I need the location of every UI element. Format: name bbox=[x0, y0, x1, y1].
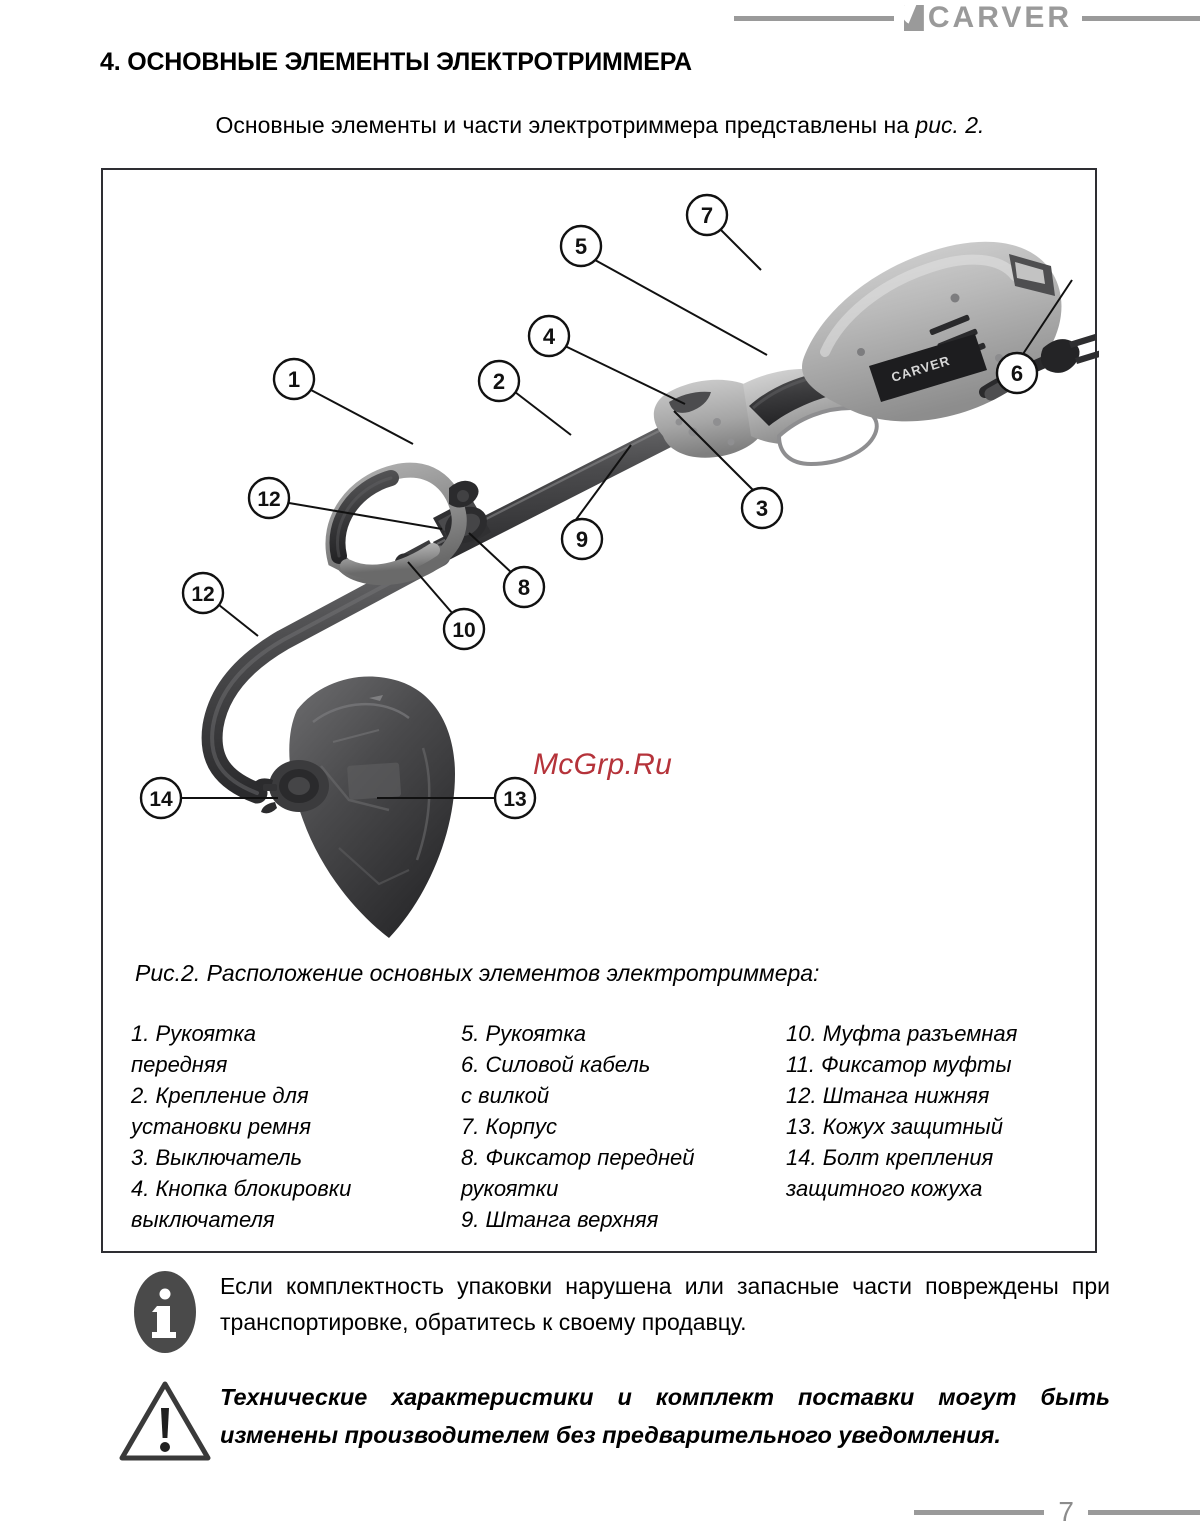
svg-text:6: 6 bbox=[1010, 361, 1024, 386]
callout-12-upper bbox=[249, 478, 289, 518]
callout-12-lower bbox=[183, 573, 223, 613]
callout-2 bbox=[479, 361, 519, 401]
legend-line: с вилкой bbox=[461, 1083, 550, 1108]
carver-wordmark: CARVER bbox=[927, 1, 1072, 34]
figure-box bbox=[101, 168, 1097, 1253]
legend-line: 13. Кожух защитный bbox=[786, 1114, 1003, 1139]
callout-6 bbox=[997, 353, 1037, 393]
callout-13 bbox=[495, 778, 535, 818]
legend-line: установки ремня bbox=[131, 1114, 312, 1139]
intro-text: Основные элементы и части электротриммера представлены на bbox=[215, 112, 916, 138]
legend-line: 5. Рукоятка bbox=[461, 1021, 586, 1046]
svg-text:14: 14 bbox=[149, 788, 173, 811]
header-rule-left bbox=[734, 16, 894, 21]
callout-5 bbox=[561, 226, 601, 266]
callout-8 bbox=[504, 567, 544, 607]
trimmer-diagram bbox=[103, 170, 1099, 940]
svg-text:4: 4 bbox=[542, 324, 556, 349]
legend-line: 12. Штанга нижняя bbox=[786, 1083, 990, 1108]
section-title: 4. ОСНОВНЫЕ ЭЛЕМЕНТЫ ЭЛЕКТРОТРИММЕРА bbox=[100, 48, 692, 76]
intro-emphasis: рис. 2. bbox=[915, 112, 985, 138]
page-footer bbox=[0, 1492, 1200, 1532]
legend-line: 3. Выключатель bbox=[131, 1145, 303, 1170]
figure-caption: Рис.2. Расположение основных элементов электротриммера: bbox=[135, 960, 820, 986]
callout-7 bbox=[687, 195, 727, 235]
callout-1 bbox=[274, 359, 314, 399]
legend-column-1 bbox=[131, 1018, 461, 1235]
legend-column-2 bbox=[461, 1018, 786, 1235]
info-icon-wrap bbox=[110, 1268, 220, 1354]
svg-text:7: 7 bbox=[700, 203, 714, 228]
svg-text:2: 2 bbox=[492, 369, 506, 394]
legend-line: 9. Штанга верхняя bbox=[461, 1207, 659, 1232]
svg-text:5: 5 bbox=[574, 234, 588, 259]
callout-3 bbox=[742, 488, 782, 528]
intro-paragraph bbox=[100, 112, 1100, 139]
legend-line: 10. Муфта разъемная bbox=[786, 1021, 1018, 1046]
svg-text:1: 1 bbox=[287, 367, 301, 392]
callout-10 bbox=[444, 609, 484, 649]
trimmer-diagram-svg bbox=[103, 170, 1099, 940]
legend-column-3 bbox=[786, 1018, 1081, 1235]
carver-logo bbox=[904, 3, 1072, 33]
svg-text:13: 13 bbox=[503, 788, 527, 811]
svg-text:8: 8 bbox=[517, 575, 531, 600]
page-number: 7 bbox=[1058, 1496, 1074, 1527]
svg-text:10: 10 bbox=[452, 619, 476, 642]
warning-note-text: Технические характеристики и комплект поставки могут быть изменены производителем без предварительного уведомления. bbox=[220, 1384, 1110, 1448]
carver-mark-icon bbox=[904, 5, 924, 31]
svg-text:12: 12 bbox=[191, 583, 215, 606]
header-rule-right bbox=[1082, 16, 1200, 21]
callout-9 bbox=[562, 519, 602, 559]
legend-line: рукоятки bbox=[461, 1176, 559, 1201]
warning-icon-wrap bbox=[110, 1378, 220, 1462]
page-header bbox=[0, 0, 1200, 36]
figure-legend bbox=[131, 1018, 1081, 1235]
info-icon bbox=[132, 1270, 198, 1354]
legend-line: выключателя bbox=[131, 1207, 275, 1232]
svg-text:12: 12 bbox=[257, 488, 281, 511]
legend-line: передняя bbox=[131, 1052, 228, 1077]
legend-line: 8. Фиксатор передней bbox=[461, 1145, 695, 1170]
legend-line: 1. Рукоятка bbox=[131, 1021, 256, 1046]
svg-text:9: 9 bbox=[575, 527, 589, 552]
legend-line: 4. Кнопка блокировки bbox=[131, 1176, 352, 1201]
warning-note bbox=[110, 1378, 1110, 1462]
legend-line: 2. Крепление для bbox=[131, 1083, 309, 1108]
legend-line: 11. Фиксатор муфты bbox=[786, 1052, 1012, 1077]
svg-text:CARVER: CARVER bbox=[889, 352, 952, 385]
legend-line: 14. Болт крепления bbox=[786, 1145, 994, 1170]
legend-line: 6. Силовой кабель bbox=[461, 1052, 651, 1077]
footer-rule-left bbox=[914, 1510, 1044, 1515]
info-note bbox=[110, 1268, 1110, 1354]
info-note-text: Если комплектность упаковки нарушена или запасные части повреждены при транспортировке, обратитесь к своему продавцу. bbox=[220, 1273, 1110, 1335]
legend-line: защитного кожуха bbox=[786, 1176, 983, 1201]
legend-line: 7. Корпус bbox=[461, 1114, 558, 1139]
callout-14 bbox=[141, 778, 181, 818]
warning-triangle-icon bbox=[119, 1380, 211, 1462]
watermark-mcgrp: McGrp.Ru bbox=[533, 748, 673, 781]
callout-4 bbox=[529, 316, 569, 356]
svg-text:3: 3 bbox=[755, 496, 769, 521]
footer-rule-right bbox=[1088, 1510, 1200, 1515]
